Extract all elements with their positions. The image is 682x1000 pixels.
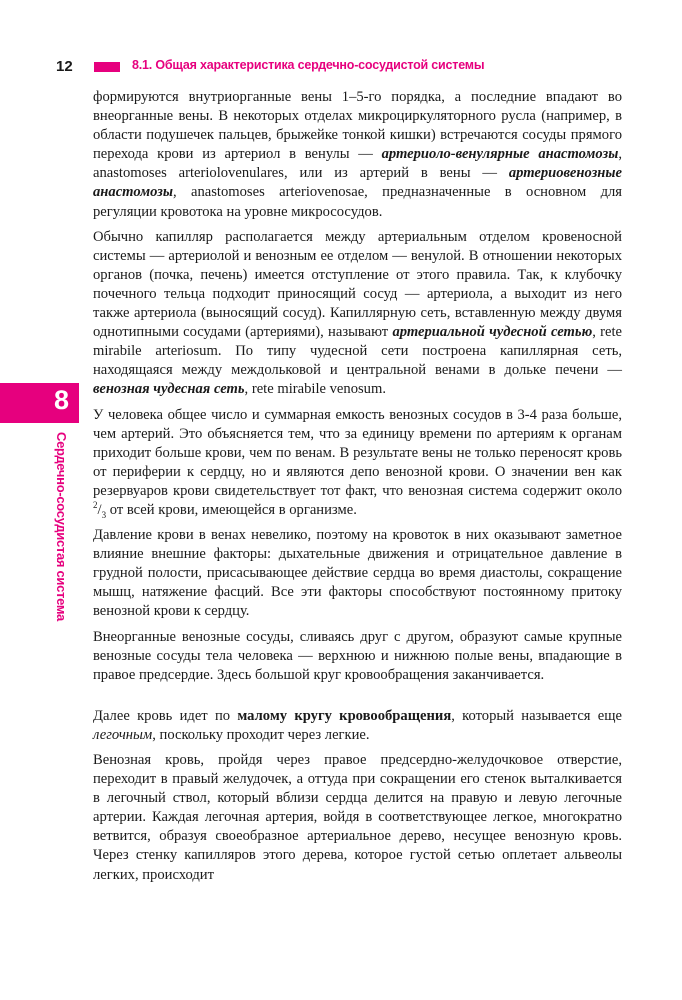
text-run: Давление крови в венах невелико, поэтому на кровоток в них оказывают заметное влияние внешние факторы: дыхательные движения и отрицательное давление в грудной полости, присасывающее действие сердца во время диастолы, сокращение мышц, натяжение фасций. Все эти факторы способствуют постоянному притоку венозной крови к сердцу. — [93, 527, 622, 620]
text-run: , rete mirabile venosum. — [244, 381, 386, 398]
running-head-title: 8.1. Общая характеристика сердечно-сосудистой системы — [132, 58, 485, 72]
paragraph — [93, 88, 622, 222]
text-run: , который называется еще — [451, 707, 622, 724]
text-run: , anastomoses arteriolovenulares, или из артерий в вены — — [93, 146, 622, 182]
paragraph — [93, 526, 622, 621]
key-term: артериовенозные анастомозы — [93, 165, 622, 201]
text-run: Внеорганные венозные сосуды, сливаясь друг с другом, образуют самые крупные венозные сосуды тела человека — верхнюю и нижнюю полые вены, впадающие в правое предсердие. Здесь большой круг кровообращения заканчивается. — [93, 628, 622, 683]
text-run: формируются внутриорганные вены 1–5-го порядка, а последние впадают во внеорганные вены. В некоторых отделах микроциркуляторного русла (например, в области подушечек пальцев, брыжейке тонкой кишки) встречаются сосуды прямого перехода крови из артериол в венулы — — [93, 89, 622, 163]
paragraph — [93, 228, 622, 400]
text-run: , rete mirabile arteriosum. По типу чудесной сети построена капиллярная сеть, находящаяся между междольковой и центральной венами в дольке печени — — [93, 324, 623, 379]
emphasis-text: легочным — [93, 726, 153, 743]
text-run: , anastomoses arteriovenosae, предназначенные в основном для регуляции кровотока на уровне микрососудов. — [93, 184, 622, 220]
emphasis-text: 2 — [93, 500, 98, 511]
key-term: артериоло-венулярные анастомозы — [381, 146, 619, 163]
text-run: У человека общее число и суммарная емкость венозных сосудов в 3-4 раза больше, чем артерий. Это объясняется тем, что за единицу времени по артериям к органам приходит больше крови, чем по венам. В результате вены не только переносят кровь от периферии к сердцу, но и являются депо венозной крови. О значении вен как резервуаров крови свидетельствует тот факт, что венозная система содержит около — [93, 406, 622, 499]
text-run: Далее кровь идет по — [93, 707, 238, 724]
chapter-tab-title: Сердечно-сосудистая система — [54, 432, 69, 621]
text-run: , поскольку проходит через легкие. — [152, 726, 370, 743]
chapter-tab-number: 8 — [53, 385, 69, 415]
paragraph — [93, 406, 622, 521]
chapter-tab — [0, 383, 79, 423]
section-marker-block — [94, 62, 120, 72]
page-number: 12 — [56, 58, 73, 75]
text-run: / — [97, 501, 102, 518]
key-term: венозная чудесная сеть — [93, 381, 245, 398]
emphasis-text: 3 — [101, 509, 107, 520]
body-text — [93, 88, 622, 891]
emphasis-text: малому кругу кровообращения — [237, 707, 452, 724]
key-term: артериальной чудесной сетью — [392, 324, 593, 341]
paragraph — [93, 751, 622, 885]
paragraph — [93, 628, 622, 685]
paragraph — [93, 707, 622, 745]
text-run: Венозная кровь, пройдя через правое предсердно-желудочковое отверстие, переходит в правый желудочек, а оттуда при сокращении его стенок выталкивается в легочный ствол, который вблизи сердца делится на правую и левую легочные артерии. Каждая легочная артерия, войдя в соответствующее легкое, многократно ветвится, образуя своеобразное артериальное дерево, несущее венозную кровь. Через стенку капилляров этого дерева, которое густой сетью оплетает альвеолы легких, происходит — [93, 752, 622, 883]
text-run: Обычно капилляр располагается между артериальным отделом кровеносной системы — артериолой и венозным ее отделом — венулой. В отношении некоторых органов (почка, печень) имеется отступление от этого правила. Так, к клубочку почечного тельца подходит приносящий сосуд — артериола, а выходит из него также артериола (выносящий сосуд). Капиллярную сеть, вставленную между двумя однотипными сосудами (артериями), называют — [93, 228, 622, 341]
text-run: от всей крови, имеющейся в организме. — [106, 501, 357, 518]
